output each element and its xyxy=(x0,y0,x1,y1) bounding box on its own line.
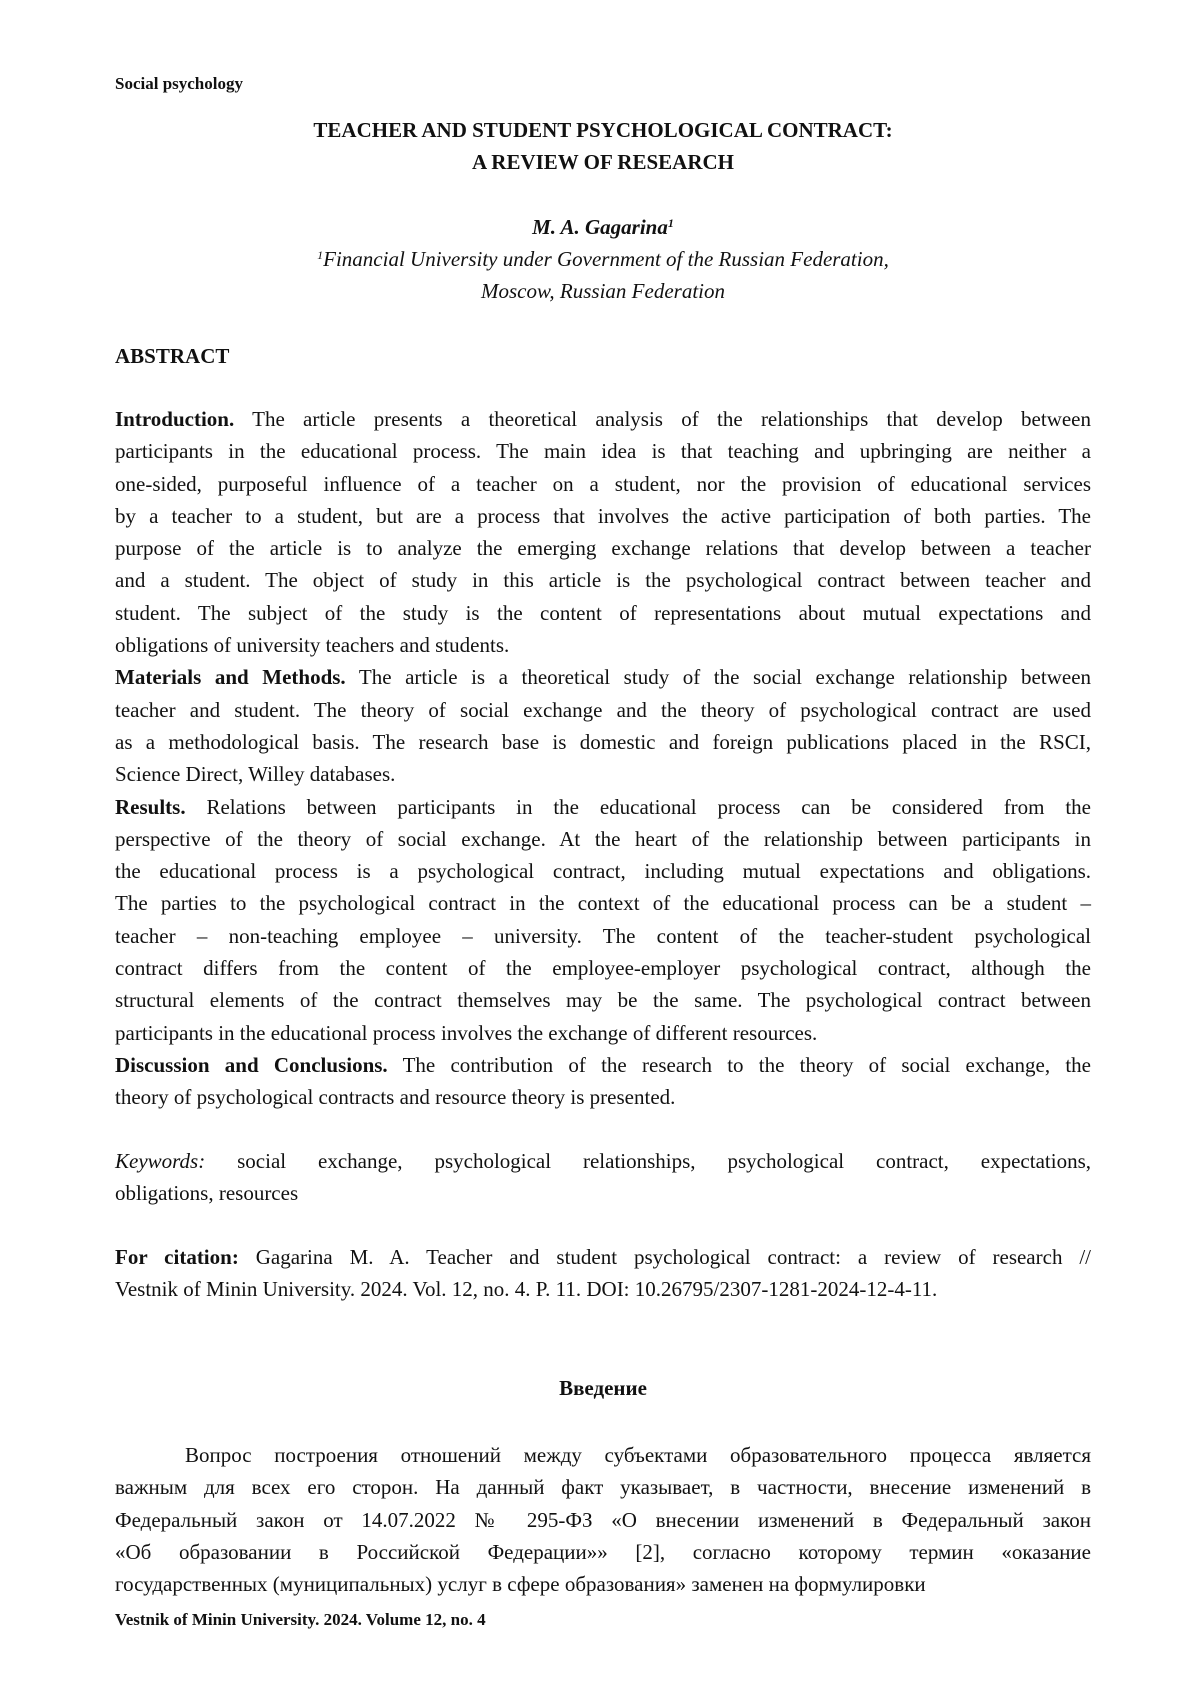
line-text: Вопрос построения отношений между субъектами образовательного процесса является xyxy=(185,1443,1091,1467)
author-name: M. A. Gagarina xyxy=(532,215,668,239)
text-line xyxy=(115,435,1091,467)
line-text: student. The subject of the study is the content of representations about mutual expectations and xyxy=(115,601,1091,625)
line-text: Федеральный закон от 14.07.2022 № 295-ФЗ «О внесении изменений в Федеральный закон xyxy=(115,1508,1091,1532)
line-text: Science Direct, Willey databases. xyxy=(115,762,395,786)
line-text: государственных (муниципальных) услуг в сфере образования» заменен на формулировки xyxy=(115,1572,926,1596)
line-text: contract differs from the content of the employee-employer psychological contract, although the xyxy=(115,956,1091,980)
line-text: Gagarina M. A. Teacher and student psychological contract: a review of research // xyxy=(256,1245,1091,1269)
affiliation-sup: 1 xyxy=(317,248,323,262)
intro-heading: Введение xyxy=(115,1372,1091,1404)
article-title xyxy=(115,114,1091,178)
text-line xyxy=(115,823,1091,855)
text-line xyxy=(115,1273,1091,1305)
text-line xyxy=(115,1536,1091,1568)
line-text: важным для всех его сторон. На данный факт указывает, в частности, внесение изменений в xyxy=(115,1475,1091,1499)
affiliation xyxy=(115,243,1091,307)
paragraph-label: Introduction. xyxy=(115,407,234,431)
text-line xyxy=(115,1017,1091,1049)
line-text: one-sided, purposeful influence of a teacher on a student, nor the provision of educational services xyxy=(115,472,1091,496)
text-line xyxy=(115,1241,1091,1273)
line-text: and a student. The object of study in this article is the psychological contract between teacher and xyxy=(115,568,1091,592)
title-line-2: A REVIEW OF RESEARCH xyxy=(115,146,1091,178)
line-text: purpose of the article is to analyze the emerging exchange relations that develop between a teacher xyxy=(115,536,1091,560)
line-text: obligations, resources xyxy=(115,1181,298,1205)
text-line xyxy=(115,629,1091,661)
line-text: The contribution of the research to the theory of social exchange, the xyxy=(403,1053,1091,1077)
affiliation-line-1: Financial University under Government of the Russian Federation, xyxy=(323,247,889,271)
line-text: theory of psychological contracts and resource theory is presented. xyxy=(115,1085,675,1109)
line-text: social exchange, psychological relationships, psychological contract, expectations, xyxy=(237,1149,1091,1173)
abstract-section xyxy=(115,403,1091,661)
abstract-heading: ABSTRACT xyxy=(115,340,1091,372)
line-text: «Об образовании в Российской Федерации»» [2], согласно которому термин «оказание xyxy=(115,1540,1091,1564)
line-text: structural elements of the contract themselves may be the same. The psychological contract between xyxy=(115,988,1091,1012)
line-text: Relations between participants in the educational process can be considered from the xyxy=(206,795,1091,819)
keywords xyxy=(115,1145,1091,1210)
text-line xyxy=(115,984,1091,1016)
text-line xyxy=(115,564,1091,596)
paragraph-label: Materials and Methods. xyxy=(115,665,346,689)
abstract-body xyxy=(115,403,1091,1114)
line-text: The article is a theoretical study of the social exchange relationship between xyxy=(359,665,1091,689)
abstract-section xyxy=(115,791,1091,1049)
text-line xyxy=(115,791,1091,823)
intro-paragraph xyxy=(115,1439,1091,1600)
text-line xyxy=(115,500,1091,532)
affiliation-line-2: Moscow, Russian Federation xyxy=(115,275,1091,307)
line-text: participants in the educational process. The main idea is that teaching and upbringing are neither a xyxy=(115,439,1091,463)
text-line xyxy=(115,1471,1091,1503)
line-text: teacher and student. The theory of social exchange and the theory of psychological contract are used xyxy=(115,698,1091,722)
author-sup: 1 xyxy=(668,216,674,230)
text-line xyxy=(115,1177,1091,1209)
section-header: Social psychology xyxy=(115,72,1091,96)
text-line xyxy=(115,1439,1091,1471)
text-line xyxy=(115,887,1091,919)
text-line xyxy=(115,855,1091,887)
text-line xyxy=(115,597,1091,629)
title-line-1: TEACHER AND STUDENT PSYCHOLOGICAL CONTRACT: xyxy=(115,114,1091,146)
citation xyxy=(115,1241,1091,1306)
paragraph-label: For citation: xyxy=(115,1245,239,1269)
text-line xyxy=(115,1504,1091,1536)
line-text: as a methodological basis. The research base is domestic and foreign publications placed in the RSCI, xyxy=(115,730,1091,754)
text-line xyxy=(115,1145,1091,1177)
line-text: The parties to the psychological contract in the context of the educational process can be a student – xyxy=(115,891,1091,915)
line-text: teacher – non-teaching employee – university. The content of the teacher-student psychological xyxy=(115,924,1091,948)
paragraph-label: Discussion and Conclusions. xyxy=(115,1053,388,1077)
paragraph-label: Results. xyxy=(115,795,186,819)
page-footer: Vestnik of Minin University. 2024. Volume 12, no. 4 xyxy=(115,1608,1091,1632)
text-line xyxy=(115,661,1091,693)
line-text: participants in the educational process involves the exchange of different resources. xyxy=(115,1021,817,1045)
text-line xyxy=(115,403,1091,435)
text-line xyxy=(115,952,1091,984)
abstract-section xyxy=(115,1049,1091,1114)
line-text: Vestnik of Minin University. 2024. Vol. 12, no. 4. P. 11. DOI: 10.26795/2307-1281-2024-12-4-11. xyxy=(115,1277,937,1301)
text-line xyxy=(115,1049,1091,1081)
paragraph-label: Keywords: xyxy=(115,1149,205,1173)
line-text: perspective of the theory of social exchange. At the heart of the relationship between participants in xyxy=(115,827,1091,851)
text-line xyxy=(115,758,1091,790)
line-text: by a teacher to a student, but are a process that involves the active participation of both parties. The xyxy=(115,504,1091,528)
line-text: The article presents a theoretical analysis of the relationships that develop between xyxy=(252,407,1091,431)
text-line xyxy=(115,726,1091,758)
author xyxy=(115,211,1091,243)
text-line xyxy=(115,920,1091,952)
abstract-section xyxy=(115,661,1091,790)
text-line xyxy=(115,532,1091,564)
line-text: obligations of university teachers and students. xyxy=(115,633,509,657)
text-line xyxy=(115,694,1091,726)
text-line xyxy=(115,1081,1091,1113)
text-line xyxy=(115,1568,1091,1600)
line-text: the educational process is a psychological contract, including mutual expectations and obligations. xyxy=(115,859,1091,883)
text-line xyxy=(115,468,1091,500)
